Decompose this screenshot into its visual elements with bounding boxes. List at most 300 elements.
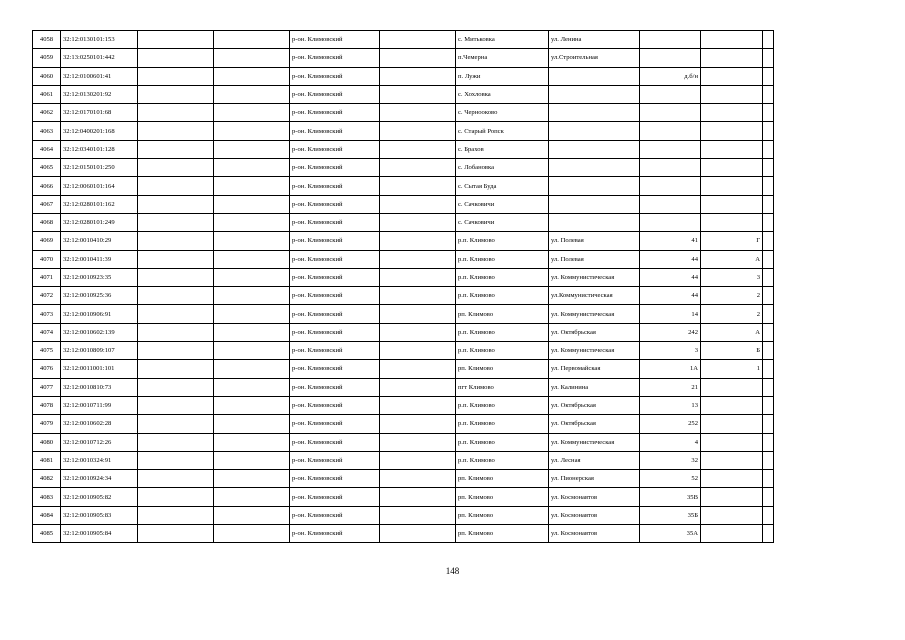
empty-cell (380, 506, 456, 524)
empty-cell (214, 305, 290, 323)
empty-cell (763, 122, 774, 140)
empty-cell (138, 85, 214, 103)
street-cell: ул. Калинина (549, 378, 640, 396)
empty-cell (138, 360, 214, 378)
empty-cell (380, 195, 456, 213)
empty-cell (380, 287, 456, 305)
table-row (33, 122, 774, 140)
empty-cell (138, 49, 214, 67)
empty-cell (214, 122, 290, 140)
house-number-cell (640, 213, 701, 231)
row-number-cell: 4084 (33, 506, 61, 524)
row-number-cell: 4081 (33, 451, 61, 469)
empty-cell (214, 378, 290, 396)
house-number-cell: 35Б (640, 506, 701, 524)
empty-cell (380, 85, 456, 103)
empty-cell (763, 31, 774, 49)
row-number-cell: 4075 (33, 342, 61, 360)
street-cell (549, 104, 640, 122)
empty-cell (763, 433, 774, 451)
empty-cell (214, 525, 290, 543)
street-cell (549, 85, 640, 103)
district-cell: р-он. Климовский (290, 378, 380, 396)
empty-cell (138, 31, 214, 49)
building-corpus-cell (701, 177, 763, 195)
row-number-cell: 4063 (33, 122, 61, 140)
street-cell: ул. Пионерская (549, 470, 640, 488)
empty-cell (138, 378, 214, 396)
table-row (33, 488, 774, 506)
empty-cell (380, 159, 456, 177)
district-cell: р-он. Климовский (290, 31, 380, 49)
locality-cell: пгт Климово (456, 378, 549, 396)
empty-cell (138, 195, 214, 213)
house-number-cell: д.б/н (640, 67, 701, 85)
empty-cell (214, 250, 290, 268)
district-cell: р-он. Климовский (290, 268, 380, 286)
empty-cell (763, 104, 774, 122)
table-row (33, 360, 774, 378)
locality-cell: с. Брахов (456, 140, 549, 158)
row-number-cell: 4059 (33, 49, 61, 67)
building-corpus-cell (701, 396, 763, 414)
locality-cell: р.п. Климово (456, 250, 549, 268)
district-cell: р-он. Климовский (290, 287, 380, 305)
cadastral-number-cell: 32:12:0010810:73 (61, 378, 138, 396)
building-corpus-cell (701, 67, 763, 85)
street-cell (549, 195, 640, 213)
table-row (33, 342, 774, 360)
district-cell: р-он. Климовский (290, 85, 380, 103)
house-number-cell: 52 (640, 470, 701, 488)
empty-cell (214, 287, 290, 305)
empty-cell (763, 67, 774, 85)
district-cell: р-он. Климовский (290, 415, 380, 433)
district-cell: р-он. Климовский (290, 67, 380, 85)
street-cell: ул. Полевая (549, 250, 640, 268)
table-row (33, 177, 774, 195)
empty-cell (214, 195, 290, 213)
empty-cell (214, 159, 290, 177)
table-row (33, 31, 774, 49)
table-row (33, 396, 774, 414)
building-corpus-cell (701, 195, 763, 213)
street-cell: ул. Лесная (549, 451, 640, 469)
street-cell: ул. Полевая (549, 232, 640, 250)
table-row (33, 85, 774, 103)
table-row (33, 213, 774, 231)
empty-cell (763, 396, 774, 414)
empty-cell (138, 305, 214, 323)
empty-cell (380, 67, 456, 85)
empty-cell (214, 396, 290, 414)
empty-cell (138, 159, 214, 177)
locality-cell: с. Сытая Буда (456, 177, 549, 195)
table-row (33, 49, 774, 67)
empty-cell (380, 177, 456, 195)
district-cell: р-он. Климовский (290, 396, 380, 414)
empty-cell (138, 67, 214, 85)
empty-cell (214, 451, 290, 469)
row-number-cell: 4060 (33, 67, 61, 85)
empty-cell (763, 287, 774, 305)
empty-cell (138, 268, 214, 286)
building-corpus-cell (701, 470, 763, 488)
empty-cell (138, 415, 214, 433)
row-number-cell: 4078 (33, 396, 61, 414)
empty-cell (138, 470, 214, 488)
property-registry-table (32, 30, 774, 543)
empty-cell (763, 159, 774, 177)
empty-cell (214, 433, 290, 451)
house-number-cell (640, 85, 701, 103)
table-row (33, 195, 774, 213)
cadastral-number-cell: 32:12:0010925:36 (61, 287, 138, 305)
empty-cell (763, 378, 774, 396)
building-corpus-cell (701, 378, 763, 396)
empty-cell (214, 213, 290, 231)
house-number-cell: 35В (640, 488, 701, 506)
row-number-cell: 4062 (33, 104, 61, 122)
row-number-cell: 4066 (33, 177, 61, 195)
table-row (33, 525, 774, 543)
empty-cell (380, 433, 456, 451)
district-cell: р-он. Климовский (290, 232, 380, 250)
row-number-cell: 4058 (33, 31, 61, 49)
house-number-cell: 21 (640, 378, 701, 396)
street-cell: ул. Октябрьская (549, 415, 640, 433)
street-cell: ул. Коммунистическая (549, 433, 640, 451)
row-number-cell: 4080 (33, 433, 61, 451)
empty-cell (138, 451, 214, 469)
house-number-cell: 32 (640, 451, 701, 469)
locality-cell: р.п. Климово (456, 451, 549, 469)
empty-cell (763, 525, 774, 543)
empty-cell (214, 488, 290, 506)
district-cell: р-он. Климовский (290, 104, 380, 122)
empty-cell (138, 177, 214, 195)
row-number-cell: 4079 (33, 415, 61, 433)
empty-cell (214, 140, 290, 158)
street-cell: ул. Космонавтов (549, 488, 640, 506)
empty-cell (214, 360, 290, 378)
street-cell: ул. Октябрьская (549, 323, 640, 341)
table-row (33, 140, 774, 158)
empty-cell (763, 305, 774, 323)
building-corpus-cell (701, 213, 763, 231)
cadastral-number-cell: 32:12:0340101:128 (61, 140, 138, 158)
empty-cell (214, 177, 290, 195)
empty-cell (380, 305, 456, 323)
locality-cell: п. Лужи (456, 67, 549, 85)
empty-cell (763, 268, 774, 286)
cadastral-number-cell: 32:12:0010905:84 (61, 525, 138, 543)
cadastral-number-cell: 32:12:0010906:91 (61, 305, 138, 323)
table-row (33, 232, 774, 250)
empty-cell (763, 451, 774, 469)
house-number-cell: 1А (640, 360, 701, 378)
building-corpus-cell (701, 433, 763, 451)
building-corpus-cell: Б (701, 342, 763, 360)
building-corpus-cell (701, 85, 763, 103)
table-row (33, 67, 774, 85)
cadastral-number-cell: 32:12:0280101:162 (61, 195, 138, 213)
empty-cell (138, 396, 214, 414)
row-number-cell: 4065 (33, 159, 61, 177)
table-row (33, 378, 774, 396)
locality-cell: рп. Климово (456, 488, 549, 506)
cadastral-number-cell: 32:13:0250101:442 (61, 49, 138, 67)
empty-cell (138, 488, 214, 506)
building-corpus-cell (701, 488, 763, 506)
empty-cell (380, 525, 456, 543)
building-corpus-cell: 2 (701, 305, 763, 323)
street-cell (549, 140, 640, 158)
empty-cell (214, 415, 290, 433)
building-corpus-cell (701, 49, 763, 67)
empty-cell (380, 415, 456, 433)
building-corpus-cell: Г (701, 232, 763, 250)
cadastral-number-cell: 32:12:0010410:29 (61, 232, 138, 250)
empty-cell (214, 49, 290, 67)
district-cell: р-он. Климовский (290, 360, 380, 378)
empty-cell (214, 104, 290, 122)
street-cell: ул. Первомайская (549, 360, 640, 378)
house-number-cell: 13 (640, 396, 701, 414)
locality-cell: рп. Климово (456, 506, 549, 524)
building-corpus-cell (701, 159, 763, 177)
empty-cell (763, 323, 774, 341)
table-row (33, 268, 774, 286)
building-corpus-cell (701, 140, 763, 158)
table-row (33, 104, 774, 122)
cadastral-number-cell: 32:12:0280101:249 (61, 213, 138, 231)
house-number-cell (640, 122, 701, 140)
table-row (33, 451, 774, 469)
row-number-cell: 4070 (33, 250, 61, 268)
table-row (33, 506, 774, 524)
house-number-cell: 3 (640, 342, 701, 360)
locality-cell: р.п. Климово (456, 268, 549, 286)
house-number-cell: 44 (640, 287, 701, 305)
locality-cell: рп. Климово (456, 305, 549, 323)
district-cell: р-он. Климовский (290, 122, 380, 140)
row-number-cell: 4085 (33, 525, 61, 543)
empty-cell (763, 250, 774, 268)
empty-cell (380, 470, 456, 488)
house-number-cell: 252 (640, 415, 701, 433)
table-row (33, 250, 774, 268)
street-cell (549, 213, 640, 231)
row-number-cell: 4067 (33, 195, 61, 213)
cadastral-number-cell: 32:12:0010809:107 (61, 342, 138, 360)
empty-cell (763, 415, 774, 433)
district-cell: р-он. Климовский (290, 213, 380, 231)
district-cell: р-он. Климовский (290, 140, 380, 158)
building-corpus-cell (701, 525, 763, 543)
empty-cell (380, 31, 456, 49)
locality-cell: с. Сачковичи (456, 213, 549, 231)
cadastral-number-cell: 32:12:0130101:153 (61, 31, 138, 49)
district-cell: р-он. Климовский (290, 177, 380, 195)
empty-cell (763, 506, 774, 524)
house-number-cell (640, 104, 701, 122)
table-row (33, 287, 774, 305)
building-corpus-cell: А (701, 250, 763, 268)
street-cell: ул. Коммунистическая (549, 305, 640, 323)
row-number-cell: 4074 (33, 323, 61, 341)
locality-cell: с. Митьковка (456, 31, 549, 49)
empty-cell (138, 323, 214, 341)
empty-cell (138, 287, 214, 305)
cadastral-number-cell: 32:12:0010602:139 (61, 323, 138, 341)
empty-cell (380, 122, 456, 140)
row-number-cell: 4083 (33, 488, 61, 506)
district-cell: р-он. Климовский (290, 159, 380, 177)
locality-cell: рп. Климово (456, 470, 549, 488)
cadastral-number-cell: 32:12:0010924:34 (61, 470, 138, 488)
empty-cell (763, 360, 774, 378)
building-corpus-cell: 2 (701, 287, 763, 305)
district-cell: р-он. Климовский (290, 195, 380, 213)
empty-cell (380, 104, 456, 122)
street-cell: ул. Коммунистическая (549, 342, 640, 360)
empty-cell (138, 122, 214, 140)
locality-cell: р.п. Климово (456, 287, 549, 305)
empty-cell (138, 140, 214, 158)
cadastral-number-cell: 32:12:0010712:26 (61, 433, 138, 451)
table-body (33, 31, 774, 543)
table-row (33, 415, 774, 433)
house-number-cell (640, 31, 701, 49)
locality-cell: р.п. Климово (456, 415, 549, 433)
house-number-cell (640, 140, 701, 158)
locality-cell: с. Хохловка (456, 85, 549, 103)
locality-cell: р.п. Климово (456, 232, 549, 250)
empty-cell (380, 342, 456, 360)
district-cell: р-он. Климовский (290, 49, 380, 67)
district-cell: р-он. Климовский (290, 470, 380, 488)
house-number-cell: 242 (640, 323, 701, 341)
empty-cell (763, 213, 774, 231)
building-corpus-cell (701, 506, 763, 524)
locality-cell: п.Чемерна (456, 49, 549, 67)
cadastral-number-cell: 32:12:0130201:92 (61, 85, 138, 103)
building-corpus-cell (701, 415, 763, 433)
empty-cell (214, 67, 290, 85)
empty-cell (380, 360, 456, 378)
empty-cell (138, 213, 214, 231)
empty-cell (138, 525, 214, 543)
street-cell: ул.Коммунистическая (549, 287, 640, 305)
district-cell: р-он. Климовский (290, 342, 380, 360)
empty-cell (380, 268, 456, 286)
empty-cell (763, 195, 774, 213)
row-number-cell: 4082 (33, 470, 61, 488)
empty-cell (138, 433, 214, 451)
street-cell (549, 159, 640, 177)
building-corpus-cell (701, 31, 763, 49)
empty-cell (380, 250, 456, 268)
building-corpus-cell: 3 (701, 268, 763, 286)
district-cell: р-он. Климовский (290, 250, 380, 268)
table-row (33, 159, 774, 177)
cadastral-number-cell: 32:12:0150101:250 (61, 159, 138, 177)
empty-cell (380, 488, 456, 506)
empty-cell (763, 140, 774, 158)
district-cell: р-он. Климовский (290, 506, 380, 524)
district-cell: р-он. Климовский (290, 488, 380, 506)
row-number-cell: 4076 (33, 360, 61, 378)
house-number-cell: 14 (640, 305, 701, 323)
row-number-cell: 4071 (33, 268, 61, 286)
cadastral-number-cell: 32:12:0010324:91 (61, 451, 138, 469)
table-row (33, 433, 774, 451)
empty-cell (214, 342, 290, 360)
street-cell: ул. Космонавтов (549, 525, 640, 543)
district-cell: р-он. Климовский (290, 305, 380, 323)
street-cell (549, 177, 640, 195)
locality-cell: с. Чернооково (456, 104, 549, 122)
empty-cell (380, 213, 456, 231)
row-number-cell: 4068 (33, 213, 61, 231)
cadastral-number-cell: 32:12:0060101:164 (61, 177, 138, 195)
empty-cell (214, 323, 290, 341)
locality-cell: р.п. Климово (456, 323, 549, 341)
house-number-cell: 4 (640, 433, 701, 451)
empty-cell (138, 250, 214, 268)
empty-cell (763, 342, 774, 360)
house-number-cell: 44 (640, 268, 701, 286)
row-number-cell: 4072 (33, 287, 61, 305)
street-cell: ул. Ленина (549, 31, 640, 49)
locality-cell: с. Лобановка (456, 159, 549, 177)
empty-cell (380, 49, 456, 67)
house-number-cell: 44 (640, 250, 701, 268)
house-number-cell (640, 49, 701, 67)
empty-cell (138, 232, 214, 250)
empty-cell (138, 342, 214, 360)
locality-cell: с. Сачковичи (456, 195, 549, 213)
empty-cell (214, 506, 290, 524)
street-cell: ул. Коммунистическая (549, 268, 640, 286)
district-cell: р-он. Климовский (290, 433, 380, 451)
building-corpus-cell: А (701, 323, 763, 341)
cadastral-number-cell: 32:12:0170101:68 (61, 104, 138, 122)
street-cell (549, 67, 640, 85)
empty-cell (214, 470, 290, 488)
empty-cell (380, 378, 456, 396)
house-number-cell (640, 159, 701, 177)
empty-cell (380, 323, 456, 341)
row-number-cell: 4073 (33, 305, 61, 323)
empty-cell (763, 49, 774, 67)
street-cell: ул. Космонавтов (549, 506, 640, 524)
row-number-cell: 4069 (33, 232, 61, 250)
locality-cell: р.п. Климово (456, 396, 549, 414)
cadastral-number-cell: 32:12:0011001:101 (61, 360, 138, 378)
empty-cell (763, 470, 774, 488)
empty-cell (380, 396, 456, 414)
locality-cell: с. Старый Ропск (456, 122, 549, 140)
row-number-cell: 4077 (33, 378, 61, 396)
cadastral-number-cell: 32:12:0010602:28 (61, 415, 138, 433)
row-number-cell: 4061 (33, 85, 61, 103)
house-number-cell (640, 195, 701, 213)
building-corpus-cell: 1 (701, 360, 763, 378)
table-row (33, 305, 774, 323)
empty-cell (214, 31, 290, 49)
